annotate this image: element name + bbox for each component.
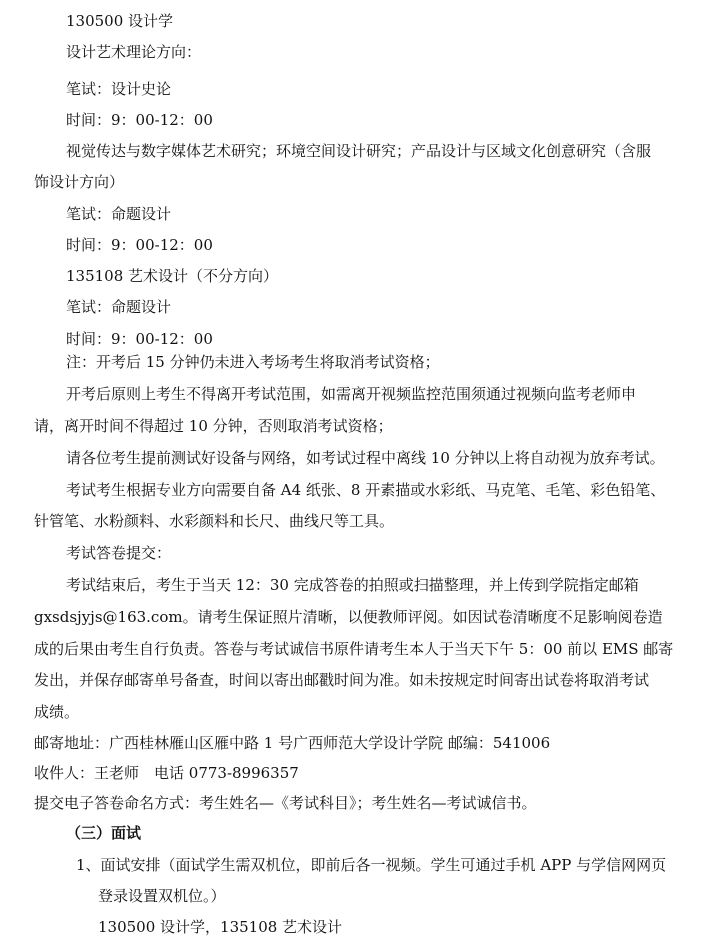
section-heading: （三）面试 xyxy=(66,824,142,842)
text-line: 饰设计方向） xyxy=(34,173,125,191)
text-line: 针管笔、水粉颜料、水彩颜料和长尺、曲线尺等工具。 xyxy=(34,512,395,530)
text-line: 笔试：命题设计 xyxy=(66,205,172,223)
text-line: 开考后原则上考生不得离开考试范围，如需离开视频监控范围须通过视频向监考老师申 xyxy=(66,385,637,403)
text-line: 笔试：命题设计 xyxy=(66,298,172,316)
text-line: 注：开考后 15 分钟仍未进入考场考生将取消考试资格； xyxy=(66,353,440,371)
text-line: 视觉传达与数字媒体艺术研究；环境空间设计研究；产品设计与区域文化创意研究（含服 xyxy=(66,142,652,160)
text-line: 时间：9：00-12：00 xyxy=(66,330,213,348)
text-line: 时间：9：00-12：00 xyxy=(66,236,213,254)
text-line: 提交电子答卷命名方式：考生姓名—《考试科目》；考生姓名—考试诚信书。 xyxy=(34,794,537,812)
text-line: 时间：9：00-12：00 xyxy=(66,111,213,129)
text-line: 发出，并保存邮寄单号备查，时间以寄出邮戳时间为准。如未按规定时间寄出试卷将取消考试 xyxy=(34,671,650,689)
text-line: 请，离开时间不得超过 10 分钟，否则取消考试资格； xyxy=(34,417,393,435)
text-line: 收件人：王老师 电话 0773-8996357 xyxy=(34,764,299,782)
text-line: 登录设置双机位。） xyxy=(98,887,226,905)
text-line: 考试结束后，考生于当天 12：30 完成答卷的拍照或扫描整理，并上传到学院指定邮箱 xyxy=(66,576,639,594)
text-line: 成绩。 xyxy=(34,703,80,721)
text-line: 考试答卷提交： xyxy=(66,544,172,562)
text-line: 130500 设计学 xyxy=(66,12,174,30)
text-line: 130500 设计学，135108 艺术设计 xyxy=(98,918,343,936)
text-line: 考试考生根据专业方向需要自备 A4 纸张、8 开素描或水彩纸、马克笔、毛笔、彩色铅笔、 xyxy=(66,481,666,499)
text-line: 笔试：设计史论 xyxy=(66,80,172,98)
text-line: 设计艺术理论方向： xyxy=(66,43,202,61)
text-line: gxsdsjyjs@163.com。请考生保证照片清晰，以便教师评阅。如因试卷清晰度不足影响阅卷造 xyxy=(34,608,663,626)
text-line: 1、面试安排（面试学生需双机位，即前后各一视频。学生可通过手机 APP 与学信网网页 xyxy=(76,856,667,874)
text-line: 邮寄地址：广西桂林雁山区雁中路 1 号广西师范大学设计学院 邮编：541006 xyxy=(34,734,551,752)
text-line: 请各位考生提前测试好设备与网络，如考试过程中离线 10 分钟以上将自动视为放弃考试。 xyxy=(66,449,665,467)
text-line: 135108 艺术设计（不分方向） xyxy=(66,267,279,285)
text-line: 成的后果由考生自行负责。答卷与考试诚信书原件请考生本人于当天下午 5：00 前以 EMS 邮寄 xyxy=(34,640,674,658)
